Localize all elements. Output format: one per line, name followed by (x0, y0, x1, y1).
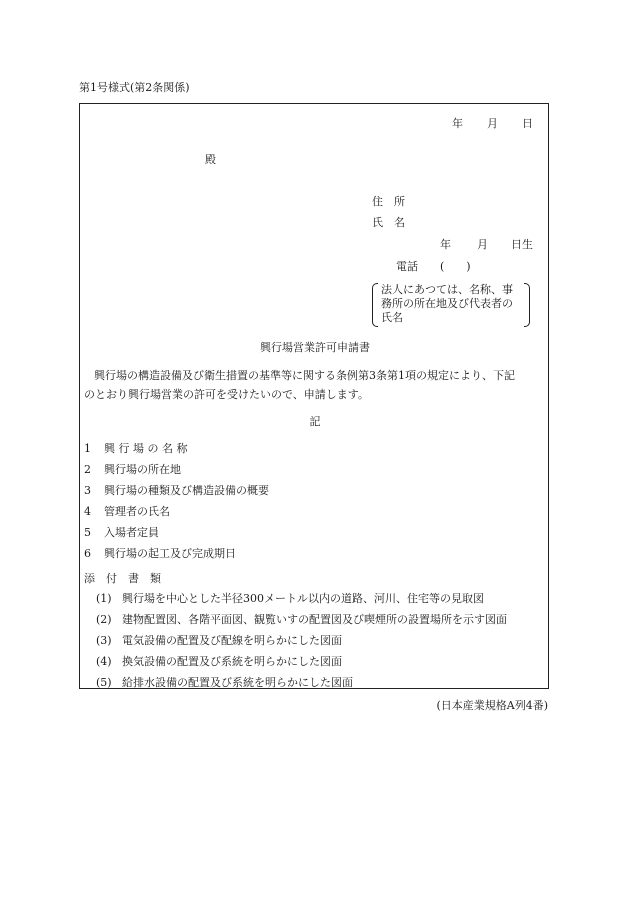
item-label: 興行場の起工及び完成期日 (104, 547, 236, 560)
attachment-label: 給排水設備の配置及び系統を明らかにした図面 (122, 676, 353, 689)
corporate-note: 法人にあつては、名称、事務所の所在地及び代表者の氏名 (381, 283, 513, 324)
list-item (84, 547, 236, 561)
list-item (84, 442, 187, 456)
phone-label: 電話 (396, 260, 418, 273)
attachment-item (96, 676, 353, 690)
address-label: 住 所 (372, 195, 405, 208)
list-item (84, 484, 269, 498)
paper-size-note: (日本産業規格A列4番) (436, 699, 548, 712)
attachment-item (96, 592, 484, 606)
form-label: 第1号様式(第2条関係) (79, 81, 190, 94)
birth-year: 年 (440, 238, 451, 251)
name-label: 氏 名 (372, 216, 405, 229)
date-month: 月 (487, 117, 498, 130)
date-day: 日 (522, 117, 533, 130)
item-number: 6 (84, 547, 91, 560)
item-number: 2 (84, 463, 91, 476)
item-label: 興行場の種類及び構造設備の概要 (104, 484, 269, 497)
item-label: 入場者定員 (104, 526, 159, 539)
document-title: 興行場営業許可申請書 (260, 341, 370, 354)
date-year: 年 (452, 117, 463, 130)
list-item (84, 463, 181, 477)
attachment-label: 興行場を中心とした半径300メートル以内の道路、河川、住宅等の見取図 (122, 592, 484, 605)
attachment-label: 換気設備の配置及び系統を明らかにした図面 (122, 655, 342, 668)
attachment-item (96, 634, 342, 648)
attachment-number: (5) (96, 676, 112, 689)
item-number: 1 (84, 442, 91, 455)
item-label: 管理者の氏名 (104, 505, 170, 518)
attachment-item (96, 655, 342, 669)
attachment-number: (1) (96, 592, 112, 605)
ki-heading: 記 (309, 415, 321, 428)
phone-parens: ( ) (440, 260, 471, 273)
attachment-label: 電気設備の配置及び配線を明らかにした図面 (122, 634, 342, 647)
item-label: 興行場の所在地 (104, 463, 181, 476)
attachment-label: 建物配置図、各階平面図、観覧いすの配置図及び喫煙所の設置場所を示す図面 (122, 613, 507, 626)
corporate-note-bracket (372, 283, 530, 327)
attachment-number: (2) (96, 613, 112, 626)
birth-month: 月 (477, 238, 488, 251)
item-number: 4 (84, 505, 91, 518)
item-label: 興 行 場 の 名 称 (104, 442, 188, 455)
body-text-line-2: のとおり興行場営業の許可を受けたいので、申請します。 (84, 388, 369, 401)
attachments-heading: 添 付 書 類 (84, 572, 161, 585)
item-number: 3 (84, 484, 91, 497)
attachment-number: (4) (96, 655, 112, 668)
attachment-item (96, 613, 507, 627)
addressee-suffix: 殿 (205, 153, 216, 166)
list-item (84, 505, 170, 519)
birth-suffix: 日生 (511, 238, 533, 251)
list-item (84, 526, 159, 540)
attachment-number: (3) (96, 634, 112, 647)
item-number: 5 (84, 526, 91, 539)
body-text-line-1: 興行場の構造設備及び衛生措置の基準等に関する条例第3条第1項の規定により、下記 (94, 369, 515, 382)
